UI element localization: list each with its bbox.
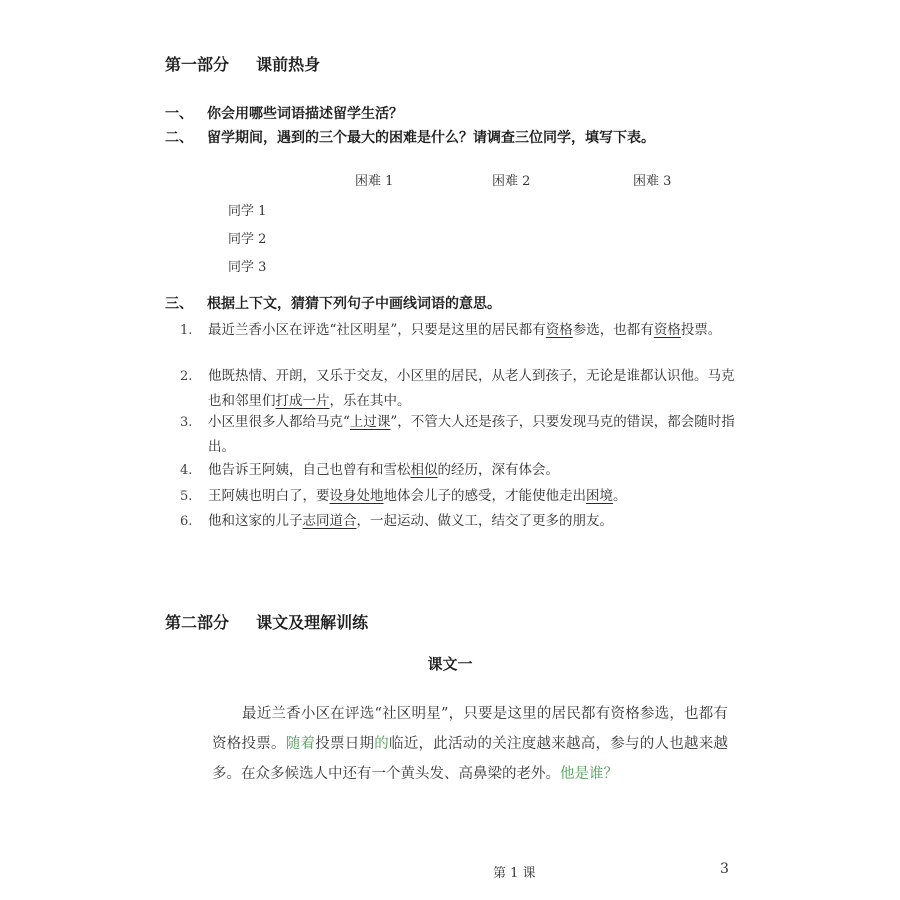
underlined-word: 困境 [586, 488, 613, 504]
part1-title: 课前热身 [256, 55, 321, 74]
question-3-text: 根据上下文，猜猜下列句子中画线词语的意思。 [207, 296, 501, 312]
part2-title: 课文及理解训练 [256, 613, 369, 632]
item-number: 3. [180, 415, 193, 430]
dotted-word: 临近 [389, 736, 419, 752]
underlined-word: 上过课 [349, 414, 391, 430]
highlighted-phrase: 他是谁？ [560, 766, 618, 782]
underlined-word: 资格 [545, 322, 573, 338]
part1-heading [165, 52, 320, 75]
question-1-number: 一、 [165, 106, 193, 122]
item-number: 6. [180, 514, 193, 529]
question-1 [165, 103, 403, 123]
lesson-title: 课文一 [427, 655, 473, 673]
underlined-word: 志同道合 [302, 513, 357, 529]
passage: 最近兰香小区在评选“社区明星”，只要是这里的居民都有资格参选，也都有资格投票。随着投票日期的临近，此活动的关注度越来越高，参与的人也越来越多。在众多候选人中还有一个黄头发、高鼻梁的老外。他是谁？ [212, 706, 728, 782]
item-number: 4. [180, 463, 193, 478]
footer-lesson-label: 第 1 课 [493, 866, 536, 881]
table-header-difficulty-1: 困难 1 [355, 174, 394, 189]
dotted-word: 投票日期 [315, 736, 375, 752]
item-number: 5. [180, 489, 193, 504]
question-1-text: 你会用哪些词语描述留学生活？ [207, 106, 403, 122]
table-header-difficulty-3: 困难 3 [633, 174, 672, 189]
table-row-classmate-1: 同学 1 [228, 204, 267, 219]
underlined-word: 打成一片 [275, 393, 330, 409]
table-row-classmate-3: 同学 3 [228, 260, 267, 275]
dotted-word: 候选人 [284, 766, 328, 782]
page-number: 3 [720, 861, 729, 877]
question-2 [165, 127, 655, 147]
dotted-word: 鼻梁 [473, 766, 502, 782]
item-text: 他既热情、开朗，又乐于交友，小区里的居民，从老人到孩子，无论是谁都认识他。马克也和邻里们打成一片，乐在其中。 [208, 368, 735, 409]
item-text: 最近兰香小区在评选“社区明星”，只要是这里的居民都有资格参选，也都有资格投票。 [208, 322, 722, 338]
question-3 [165, 293, 501, 313]
underlined-word: 资格 [653, 322, 681, 338]
item-text: 他和这家的儿子志同道合，一起运动、做义工，结交了更多的朋友。 [208, 513, 613, 529]
item-text: 他告诉王阿姨，自己也曾有和雪松相似的经历，深有体会。 [208, 462, 559, 478]
highlighted-phrase: 随着 [285, 736, 316, 752]
item-text: 小区里很多人都给马克“上过课”，不管大人还是孩子，只要发现马克的错误，都会随时指出。 [208, 414, 735, 455]
question-2-text: 留学期间，遇到的三个最大的困难是什么？请调查三位同学，填写下表。 [207, 130, 655, 146]
question-2-number: 二、 [165, 130, 193, 146]
table-row-classmate-2: 同学 2 [228, 232, 267, 247]
item-number: 2. [180, 369, 193, 384]
part2-heading [165, 610, 368, 633]
item-text: 王阿姨也明白了，要设身处地地体会儿子的感受，才能使他走出困境。 [208, 488, 627, 504]
part2-label: 第二部分 [165, 613, 230, 632]
underlined-word: 相似 [410, 462, 438, 478]
table-header-difficulty-2: 困难 2 [492, 174, 531, 189]
part1-label: 第一部分 [165, 55, 230, 74]
item-number: 1. [180, 323, 193, 338]
highlighted-phrase: 的 [374, 736, 389, 752]
question-3-number: 三、 [165, 296, 193, 312]
underlined-word: 设身处地 [329, 488, 384, 504]
